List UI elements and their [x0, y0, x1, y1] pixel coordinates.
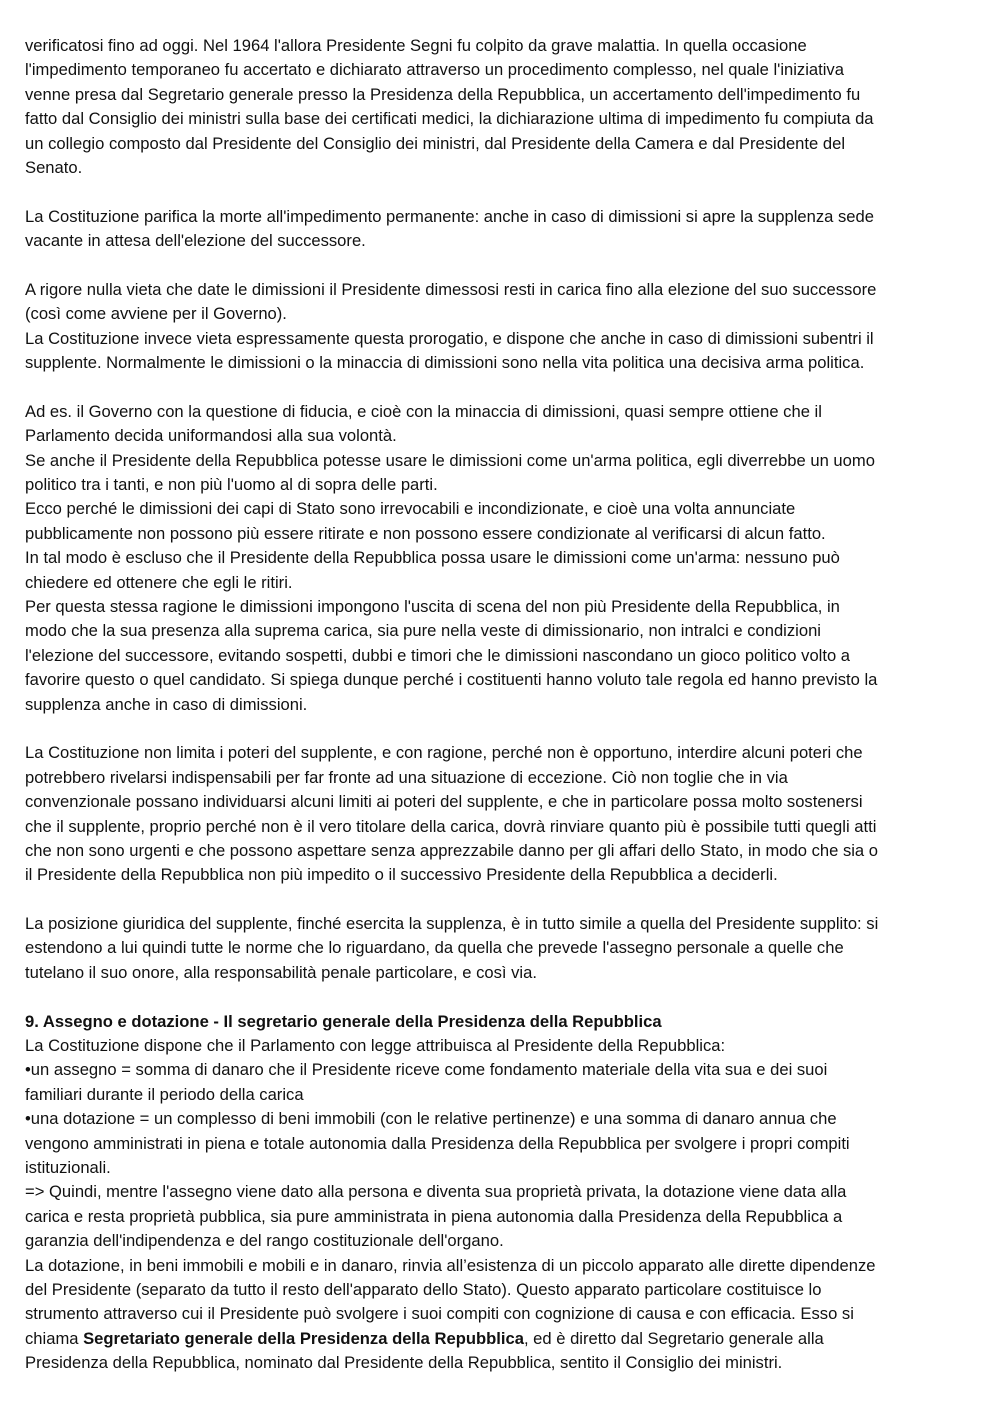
text-line: che il supplente, proprio perché non è il vero titolare della carica, dovrà rinviare quanto più è possibile tutti quegli atti	[25, 816, 877, 836]
text-line: Parlamento decida uniformandosi alla sua volontà.	[25, 426, 397, 446]
text-line: Senato.	[25, 157, 83, 177]
text-line: => Quindi, mentre l'assegno viene dato alla persona e diventa sua proprietà privata, la dotazione viene data alla	[25, 1182, 847, 1202]
text-line: del Presidente (separato da tutto il resto dell'apparato dello Stato). Questo apparato particolare costituisce lo	[25, 1279, 822, 1299]
paragraph-gap	[25, 375, 980, 399]
text-line: (così come avviene per il Governo).	[25, 304, 287, 324]
text-line: favorire questo o quel candidato. Si spiega dunque perché i costituenti hanno voluto tale regola ed hanno previsto la	[25, 670, 878, 690]
paragraph-posizione-giuridica	[25, 912, 980, 985]
text-fragment: , ed è diretto dal Segretario generale alla	[523, 1328, 824, 1348]
text-line: La dotazione, in beni immobili e mobili e in danaro, rinvia all’esistenza di un piccolo apparato alle dirette dipendenze	[25, 1255, 876, 1275]
text-line: La Costituzione dispone che il Parlamento con legge attribuisca al Presidente della Repubblica:	[25, 1036, 726, 1056]
text-line: estendono a lui quindi tutte le norme che lo riguardano, da quella che prevede l'assegno personale a quelle che	[25, 938, 844, 958]
paragraph-morte-impedimento	[25, 205, 980, 254]
text-fragment: chiama	[25, 1328, 84, 1348]
document-page	[25, 34, 980, 1375]
text-line: familiari durante il periodo della carica	[25, 1084, 304, 1104]
paragraph-impedimento-temporaneo	[25, 34, 980, 180]
text-line: potrebbero rivelarsi indispensabili per far fronte ad una situazione di eccezione. Ciò non toglie che in via	[25, 767, 788, 787]
text-line: che non sono urgenti e che possono aspettare senza apprezzabile danno per gli affari dello Stato, in modo che sia o	[25, 840, 878, 860]
text-line: Ad es. il Governo con la questione di fiducia, e cioè con la minaccia di dimissioni, quasi sempre ottiene che il	[25, 401, 822, 421]
paragraph-poteri-supplente	[25, 741, 980, 887]
text-line: politico tra i tanti, e non più l'uomo al di sopra delle parti.	[25, 475, 438, 495]
text-line: modo che la sua presenza alla suprema carica, sia pure nella veste di dimissionario, non intralci e condizioni	[25, 621, 821, 641]
text-line: venne presa dal Segretario generale presso la Presidenza della Repubblica, un accertamento dell'impedimento fu	[25, 84, 861, 104]
text-line: La Costituzione invece vieta espressamente questa prorogatio, e dispone che anche in caso di dimissioni subentri il	[25, 328, 874, 348]
text-line: La Costituzione non limita i poteri del supplente, e con ragione, perché non è opportuno, interdire alcuni poteri che	[25, 743, 863, 763]
text-line: vacante in attesa dell'elezione del successore.	[25, 231, 366, 251]
paragraph-prorogatio	[25, 278, 980, 376]
paragraph-gap	[25, 254, 980, 278]
section-heading: 9. Assegno e dotazione - Il segretario generale della Presidenza della Repubblica	[25, 1011, 662, 1031]
text-line: convenzionale possano individuarsi alcuni limiti ai poteri del supplente, e che in particolare possa molto sostenersi	[25, 792, 863, 812]
text-line: Ecco perché le dimissioni dei capi di Stato sono irrevocabili e incondizionate, e cioè una volta annunciate	[25, 499, 796, 519]
text-line: garanzia dell'indipendenza e del rango costituzionale dell'organo.	[25, 1231, 504, 1251]
text-line: l'elezione del successore, evitando sospetti, dubbi e timori che le dimissioni nascondano un gioco politico volto a	[25, 645, 851, 665]
text-line: l'impedimento temporaneo fu accertato e dichiarato attraverso un procedimento complesso, nel quale l'iniziativa	[25, 60, 844, 80]
text-line: Presidenza della Repubblica, nominato dal Presidente della Repubblica, sentito il Consiglio dei ministri.	[25, 1353, 783, 1373]
text-line: Per questa stessa ragione le dimissioni impongono l'uscita di scena del non più Presidente della Repubblica, in	[25, 596, 840, 616]
text-line: verificatosi fino ad oggi. Nel 1964 l'allora Presidente Segni fu colpito da grave malattia. In quella occasione	[25, 36, 807, 55]
text-line: vengono amministrati in piena e totale autonomia dalla Presidenza della Repubblica per svolgere i propri compiti	[25, 1133, 850, 1153]
text-line: strumento attraverso cui il Presidente può svolgere i suoi compiti con cognizione di causa e con efficacia. Esso si	[25, 1304, 854, 1324]
paragraph-gap	[25, 180, 980, 204]
text-line: un collegio composto dal Presidente del Consiglio dei ministri, dal Presidente della Camera e dal Presidente del	[25, 133, 846, 153]
text-line: istituzionali.	[25, 1157, 111, 1177]
text-line: supplente. Normalmente le dimissioni o la minaccia di dimissioni sono nella vita politica una decisiva arma politica.	[25, 353, 865, 373]
bold-term-segretariato: Segretariato generale della Presidenza della Repubblica	[83, 1328, 524, 1348]
text-line: chiedere ed ottenere che egli le ritiri.	[25, 572, 293, 592]
text-line: La Costituzione parifica la morte all'impedimento permanente: anche in caso di dimissioni si apre la supplenza sede	[25, 206, 874, 226]
paragraph-dimissioni	[25, 400, 980, 717]
bullet-item: •una dotazione = un complesso di beni immobili (con le relative pertinenze) e una somma di danaro annua che	[25, 1109, 837, 1129]
bullet-item: •un assegno = somma di danaro che il Presidente riceve come fondamento materiale della vita sua e dei suoi	[25, 1060, 828, 1080]
text-line: carica e resta proprietà pubblica, sia pure amministrata in piena autonomia dalla Presidenza della Repubblica a	[25, 1206, 843, 1226]
paragraph-gap	[25, 717, 980, 741]
text-line: A rigore nulla vieta che date le dimissioni il Presidente dimessosi resti in carica fino alla elezione del suo successore	[25, 279, 877, 299]
text-line: tutelano il suo onore, alla responsabilità penale particolare, e così via.	[25, 962, 537, 982]
text-line: La posizione giuridica del supplente, finché esercita la supplenza, è in tutto simile a quella del Presidente supplito: si	[25, 914, 879, 934]
text-line-with-bold	[25, 1327, 980, 1351]
text-line: supplenza anche in caso di dimissioni.	[25, 694, 308, 714]
text-line: pubblicamente non possono più essere ritirate e non possono essere condizionate al verificarsi di alcun fatto.	[25, 523, 826, 543]
paragraph-gap	[25, 985, 980, 1009]
text-line: fatto dal Consiglio dei ministri sulla base dei certificati medici, la dichiarazione ultima di impedimento fu compiuta da	[25, 109, 874, 129]
paragraph-assegno-dotazione	[25, 1034, 980, 1375]
paragraph-gap	[25, 888, 980, 912]
text-line: Se anche il Presidente della Repubblica potesse usare le dimissioni come un'arma politica, egli diverrebbe un uomo	[25, 450, 875, 470]
text-line: In tal modo è escluso che il Presidente della Repubblica possa usare le dimissioni come un'arma: nessuno può	[25, 548, 840, 568]
text-line: il Presidente della Repubblica non più impedito o il successivo Presidente della Repubblica a deciderli.	[25, 865, 778, 885]
